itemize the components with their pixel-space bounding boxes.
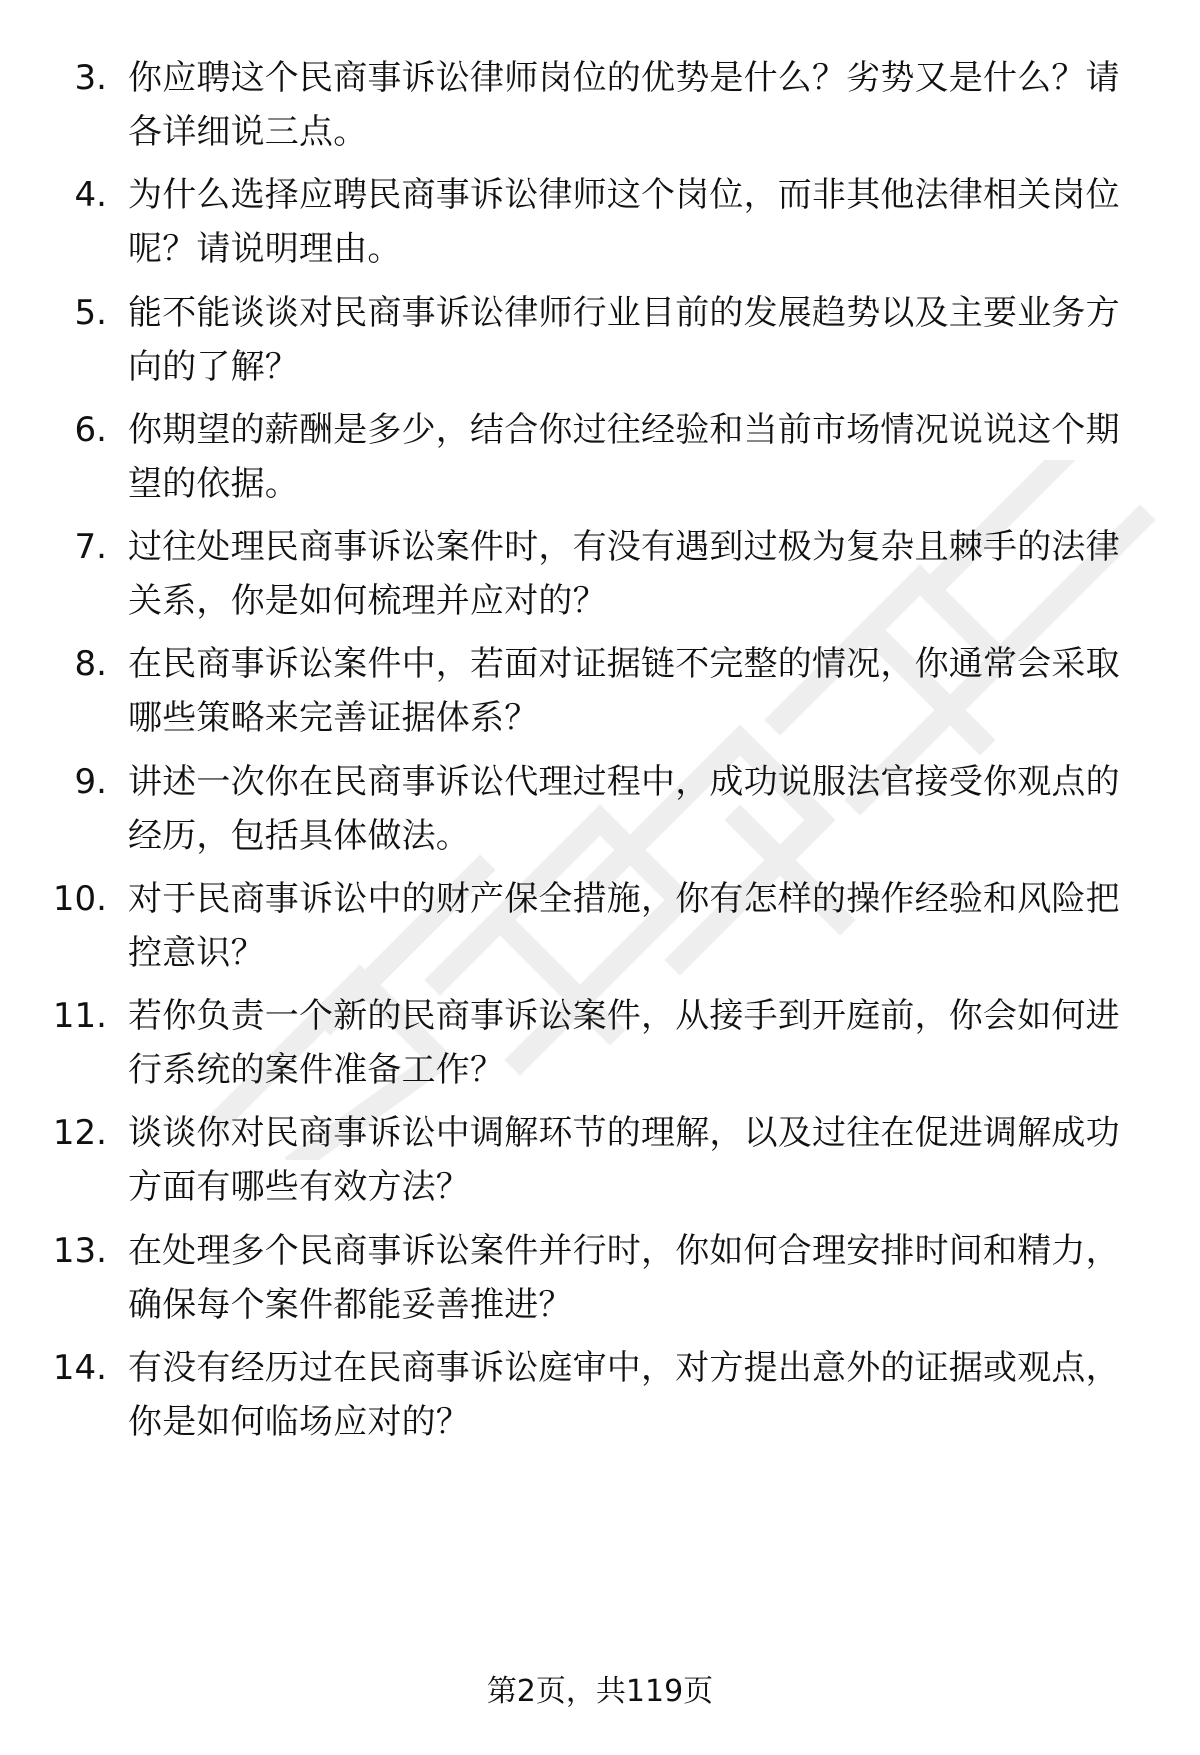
- question-text: 你期望的薪酬是多少，结合你过往经验和当前市场情况说说这个期望的依据。: [128, 410, 1120, 504]
- question-number: 13.: [52, 1231, 107, 1271]
- list-item: [0, 51, 1200, 161]
- list-item: [0, 989, 1200, 1099]
- list-item: [0, 1106, 1200, 1216]
- question-number: 6.: [74, 410, 107, 450]
- question-number: 4.: [74, 175, 107, 215]
- question-number: 7.: [74, 527, 107, 567]
- question-number: 12.: [52, 1113, 107, 1153]
- question-number: 3.: [74, 58, 107, 98]
- question-text: 若你负责一个新的民商事诉讼案件，从接手到开庭前，你会如何进行系统的案件准备工作？: [128, 996, 1120, 1090]
- question-text: 谈谈你对民商事诉讼中调解环节的理解，以及过往在促进调解成功方面有哪些有效方法？: [128, 1113, 1120, 1207]
- list-item: [0, 168, 1200, 278]
- question-text: 过往处理民商事诉讼案件时，有没有遇到过极为复杂且棘手的法律关系，你是如何梳理并应对的？: [128, 527, 1120, 621]
- question-number: 8.: [74, 644, 107, 684]
- question-number: 10.: [52, 879, 107, 919]
- list-item: [0, 637, 1200, 747]
- question-text: 为什么选择应聘民商事诉讼律师这个岗位，而非其他法律相关岗位呢？请说明理由。: [128, 175, 1120, 269]
- list-item: [0, 1341, 1200, 1451]
- question-number: 5.: [74, 293, 107, 333]
- question-number: 14.: [52, 1348, 107, 1388]
- list-item: [0, 1224, 1200, 1334]
- list-item: [0, 520, 1200, 630]
- list-item: [0, 403, 1200, 513]
- question-text: 对于民商事诉讼中的财产保全措施，你有怎样的操作经验和风险把控意识？: [128, 879, 1120, 973]
- list-item: [0, 872, 1200, 982]
- question-number: 9.: [74, 762, 107, 802]
- question-text: 在处理多个民商事诉讼案件并行时，你如何合理安排时间和精力，确保每个案件都能妥善推进？: [128, 1231, 1120, 1325]
- question-number: 11.: [52, 996, 107, 1036]
- question-text: 你应聘这个民商事诉讼律师岗位的优势是什么？劣势又是什么？请各详细说三点。: [128, 58, 1120, 152]
- question-text: 讲述一次你在民商事诉讼代理过程中，成功说服法官接受你观点的经历，包括具体做法。: [128, 762, 1120, 856]
- page-indicator: 第2页，共119页: [486, 1674, 714, 1709]
- list-item: [0, 755, 1200, 865]
- question-text: 有没有经历过在民商事诉讼庭审中，对方提出意外的证据或观点，你是如何临场应对的？: [128, 1348, 1120, 1442]
- question-text: 在民商事诉讼案件中，若面对证据链不完整的情况，你通常会采取哪些策略来完善证据体系？: [128, 644, 1120, 738]
- list-item: [0, 286, 1200, 396]
- question-text: 能不能谈谈对民商事诉讼律师行业目前的发展趋势以及主要业务方向的了解？: [128, 293, 1120, 387]
